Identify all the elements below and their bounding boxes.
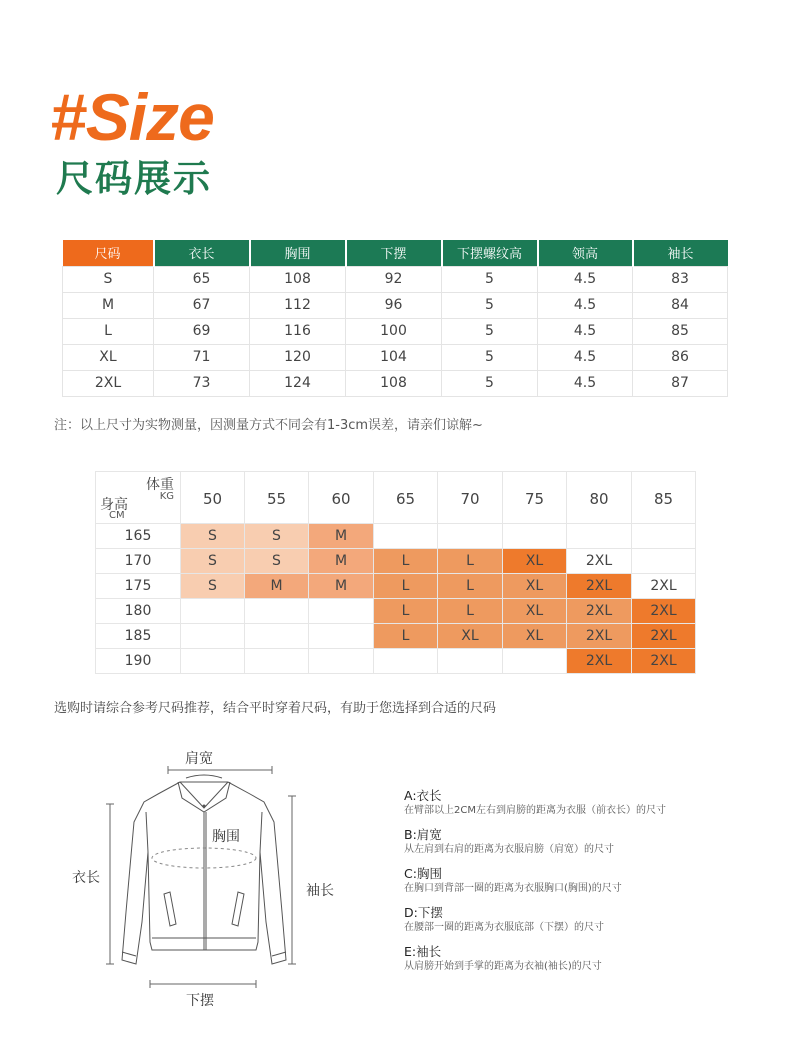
measurement-cell: 5 (442, 292, 538, 318)
weight-unit: KG (159, 491, 174, 502)
definition-desc: 在腰部一圈的距离为衣服底部（下摆）的尺寸 (404, 922, 604, 933)
col-header: 下摆螺纹高 (442, 240, 538, 266)
length-label: 衣长 (72, 870, 100, 886)
height-row (96, 649, 696, 674)
recommended-size-cell (181, 599, 245, 624)
col-header: 衣长 (154, 240, 250, 266)
measurement-cell: 69 (154, 318, 250, 344)
measurement-definitions (404, 788, 764, 983)
hem-label: 下摆 (186, 993, 214, 1009)
recommended-size-cell (374, 649, 438, 674)
measurement-cell: 5 (442, 266, 538, 292)
recommended-size-cell (503, 649, 567, 674)
weight-header: 50 (181, 472, 245, 524)
recommended-size-cell: XL (438, 624, 503, 649)
size-row (63, 266, 728, 292)
size-cell: L (63, 318, 154, 344)
measurement-cell: 100 (346, 318, 442, 344)
size-table (62, 240, 728, 397)
recommended-size-cell (438, 649, 503, 674)
weight-header-row (96, 472, 696, 524)
recommended-size-cell: S (181, 574, 245, 599)
recommended-size-cell: M (245, 574, 309, 599)
size-row (63, 344, 728, 370)
measurement-cell: 96 (346, 292, 442, 318)
recommended-size-cell: 2XL (632, 649, 696, 674)
recommended-size-cell: S (245, 549, 309, 574)
title-size-display: 尺码展示 (56, 157, 212, 200)
measurement-cell: 65 (154, 266, 250, 292)
height-row (96, 549, 696, 574)
recommended-size-cell: L (374, 574, 438, 599)
jacket-diagram (62, 742, 362, 1012)
col-header: 下摆 (346, 240, 442, 266)
recommended-size-cell: M (309, 549, 374, 574)
measurement-cell: 84 (633, 292, 728, 318)
definition-item (404, 788, 764, 818)
measurement-cell: 92 (346, 266, 442, 292)
size-row (63, 292, 728, 318)
weight-label: 体重 (146, 477, 174, 493)
measurement-cell: 112 (250, 292, 346, 318)
definition-title: B:肩宽 (404, 827, 442, 842)
recommended-size-cell: XL (503, 574, 567, 599)
definition-item (404, 944, 764, 974)
measurement-note: 注：以上尺寸为实物测量，因测量方式不同会有1-3cm误差，请亲们谅解~ (54, 418, 483, 433)
recommended-size-cell: L (374, 549, 438, 574)
recommended-size-cell: XL (503, 624, 567, 649)
measurement-cell: 4.5 (538, 266, 633, 292)
definition-title: C:胸围 (404, 866, 442, 881)
measurement-cell: 124 (250, 370, 346, 396)
recommended-size-cell (503, 524, 567, 549)
definition-desc: 在臂部以上2CM左右到肩膀的距离为衣服（前衣长）的尺寸 (404, 805, 666, 816)
recommended-size-cell (309, 599, 374, 624)
height-label: 身高 (100, 497, 128, 513)
measurement-cell: 104 (346, 344, 442, 370)
recommended-size-cell: 2XL (567, 574, 632, 599)
recommended-size-cell: M (309, 524, 374, 549)
recommended-size-cell (309, 649, 374, 674)
height-header: 180 (96, 599, 181, 624)
recommended-size-cell: XL (503, 599, 567, 624)
size-recommendation-grid (95, 471, 696, 674)
measurement-cell: 67 (154, 292, 250, 318)
recommended-size-cell (245, 624, 309, 649)
definition-title: D:下摆 (404, 905, 443, 920)
size-cell: S (63, 266, 154, 292)
recommended-size-cell (632, 549, 696, 574)
recommended-size-cell: 2XL (567, 624, 632, 649)
height-header: 185 (96, 624, 181, 649)
col-header: 领高 (538, 240, 633, 266)
recommended-size-cell (632, 524, 696, 549)
measurement-cell: 116 (250, 318, 346, 344)
recommended-size-cell: L (374, 599, 438, 624)
recommended-size-cell: L (438, 599, 503, 624)
definition-item (404, 905, 764, 935)
measurement-cell: 87 (633, 370, 728, 396)
definition-desc: 从肩膀开始到手掌的距离为衣袖(袖长)的尺寸 (404, 961, 602, 972)
definition-title: E:袖长 (404, 944, 442, 959)
definition-item (404, 866, 764, 896)
recommended-size-cell: S (181, 549, 245, 574)
height-header: 175 (96, 574, 181, 599)
recommended-size-cell: 2XL (632, 624, 696, 649)
grid-corner (96, 472, 181, 524)
measurement-cell: 4.5 (538, 318, 633, 344)
measurement-cell: 83 (633, 266, 728, 292)
recommended-size-cell (309, 624, 374, 649)
measurement-cell: 4.5 (538, 370, 633, 396)
recommended-size-cell: 2XL (567, 599, 632, 624)
weight-header: 80 (567, 472, 632, 524)
measurement-cell: 4.5 (538, 292, 633, 318)
sleeve-label: 袖长 (306, 883, 334, 899)
recommended-size-cell: M (309, 574, 374, 599)
weight-header: 65 (374, 472, 438, 524)
measurement-cell: 5 (442, 318, 538, 344)
recommended-size-cell: 2XL (567, 649, 632, 674)
definition-desc: 在胸口到背部一圈的距离为衣服胸口(胸围)的尺寸 (404, 883, 622, 894)
weight-header: 60 (309, 472, 374, 524)
recommended-size-cell (374, 524, 438, 549)
recommended-size-cell (438, 524, 503, 549)
recommended-size-cell: 2XL (632, 574, 696, 599)
recommended-size-cell (567, 524, 632, 549)
measurement-cell: 86 (633, 344, 728, 370)
definition-item (404, 827, 764, 857)
recommended-size-cell (245, 599, 309, 624)
height-row (96, 624, 696, 649)
measurement-cell: 120 (250, 344, 346, 370)
height-unit: CM (109, 510, 125, 521)
recommended-size-cell: XL (503, 549, 567, 574)
height-header: 190 (96, 649, 181, 674)
size-cell: 2XL (63, 370, 154, 396)
recommended-size-cell: S (181, 524, 245, 549)
weight-header: 85 (632, 472, 696, 524)
measurement-cell: 108 (346, 370, 442, 396)
size-row (63, 318, 728, 344)
measurement-cell: 5 (442, 344, 538, 370)
measurement-cell: 73 (154, 370, 250, 396)
size-cell: M (63, 292, 154, 318)
definition-desc: 从左肩到右肩的距离为衣服肩膀（肩宽）的尺寸 (404, 844, 614, 855)
shoulder-label: 肩宽 (185, 751, 213, 767)
chest-label: 胸围 (212, 829, 240, 845)
measurement-cell: 4.5 (538, 344, 633, 370)
measurement-cell: 5 (442, 370, 538, 396)
recommended-size-cell (181, 624, 245, 649)
purchase-tip: 选购时请综合参考尺码推荐，结合平时穿着尺码，有助于您选择到合适的尺码 (54, 701, 497, 716)
measurement-cell: 71 (154, 344, 250, 370)
recommended-size-cell: 2XL (632, 599, 696, 624)
recommended-size-cell: L (438, 549, 503, 574)
height-row (96, 599, 696, 624)
title-size: #Size (50, 80, 214, 154)
recommended-size-cell: L (374, 624, 438, 649)
definition-title: A:衣长 (404, 788, 442, 803)
weight-header: 70 (438, 472, 503, 524)
height-row (96, 574, 696, 599)
measurement-cell: 108 (250, 266, 346, 292)
size-table-header (63, 240, 728, 266)
height-row (96, 524, 696, 549)
weight-header: 75 (503, 472, 567, 524)
recommended-size-cell: L (438, 574, 503, 599)
size-cell: XL (63, 344, 154, 370)
height-header: 170 (96, 549, 181, 574)
size-row (63, 370, 728, 396)
col-header: 尺码 (63, 240, 154, 266)
weight-header: 55 (245, 472, 309, 524)
col-header: 胸围 (250, 240, 346, 266)
measurement-cell: 85 (633, 318, 728, 344)
col-header: 袖长 (633, 240, 728, 266)
height-header: 165 (96, 524, 181, 549)
recommended-size-cell (245, 649, 309, 674)
recommended-size-cell (181, 649, 245, 674)
recommended-size-cell: 2XL (567, 549, 632, 574)
recommended-size-cell: S (245, 524, 309, 549)
